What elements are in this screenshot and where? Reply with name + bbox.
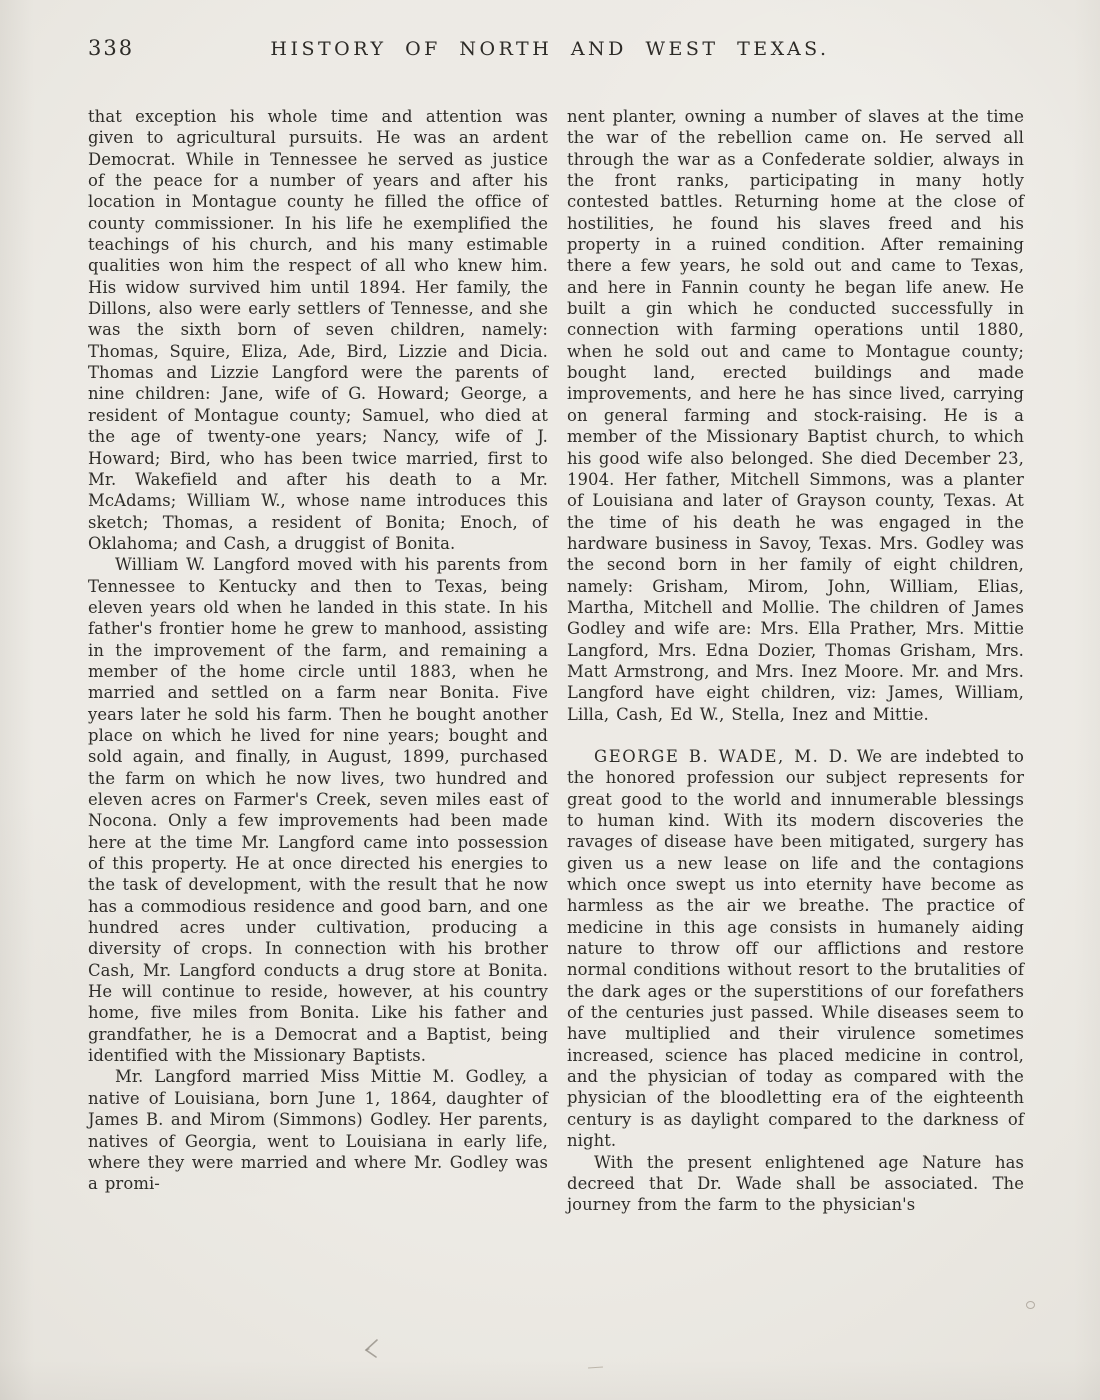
right-column [567, 106, 1024, 1216]
text-columns [88, 106, 1100, 1216]
ink-speck-icon [1026, 1301, 1035, 1309]
entry-text: We are indebted to the honored profession our subject represents for great good to the world and innumerable blessings to human kind. With its modern discoveries the ravages of disease have been mitigated, surgery has given us a new lease on life and the contagions which once swept us into eternity have become as harmless as the air we breathe. The practice of medicine in this age consists in humanely aiding nature to throw off our afflictions and restore normal conditions without resort to the brutalities of the dark ages or the superstitions of our forefathers of the centuries just passed. While diseases seem to have multiplied and their virulence sometimes increased, science has placed medicine in control, and the physician of today as compared with the physician of the bloodletting era of the eighteenth century is as daylight compared to the darkness of night. [567, 746, 1024, 1151]
pencil-check-mark-icon [362, 1338, 382, 1360]
page-number: 338 [88, 36, 135, 60]
paragraph-george-wade [567, 746, 1024, 1152]
paragraph-langford-family: that exception his whole time and attention was given to agricultural pursuits. He was an ardent Democrat. While in Tennessee he served as justice of the peace for a number of years and after his location in Montague county he filled the office of county commissioner. In his life he exemplified the teachings of his church, and his many estimable qualities won him the respect of all who knew him. His widow survived him until 1894. Her family, the Dillons, also were early settlers of Tennesse, and she was the sixth born of seven children, namely: Thomas, Squire, Eliza, Ade, Bird, Lizzie and Dicia. Thomas and Lizzie Langford were the parents of nine children: Jane, wife of G. Howard; George, a resident of Montague county; Samuel, who died at the age of twenty-one years; Nancy, wife of J. Howard; Bird, who has been twice married, first to Mr. Wakefield and after his death to a Mr. McAdams; William W., whose name introduces this sketch; Thomas, a resident of Bonita; Enoch, of Oklahoma; and Cash, a druggist of Bonita. [88, 107, 548, 553]
left-column [88, 106, 548, 1216]
paragraph-wade-nature: With the present enlightened age Nature has decreed that Dr. Wade shall be associated. The journey from the farm to the physician's [567, 1152, 1024, 1215]
masthead [0, 0, 1100, 84]
paragraph-godley-history: nent planter, owning a number of slaves at the time the war of the rebellion came on. He served all through the war as a Confederate soldier, always in the front ranks, participating in many hotly contested battles. Returning home at the close of hostilities, he found his slaves freed and his property in a ruined condition. After remaining there a few years, he sold out and came to Texas, and here in Fannin county he began life anew. He built a gin which he conducted successfully in connection with farming operations until 1880, when he sold out and came to Montague county; bought land, erected buildings and made improvements, and here he has since lived, carrying on general farming and stock-raising. He is a member of the Missionary Baptist church, to which his good wife also belonged. She died December 23, 1904. Her father, Mitchell Simmons, was a planter of Louisiana and later of Grayson county, Texas. At the time of his death he was engaged in the hardware business in Savoy, Texas. Mrs. Godley was the second born in her family of eight children, namely: Grisham, Mirom, John, William, Elias, Martha, Mitchell and Mollie. The children of James Godley and wife are: Mrs. Ella Prather, Mrs. Mittie Langford, Mrs. Edna Dozier, Thomas Grisham, Mrs. Matt Armstrong, and Mrs. Inez Moore. Mr. and Mrs. Langford have eight children, viz: James, William, Lilla, Cash, Ed W., Stella, Inez and Mittie. [567, 107, 1024, 724]
paragraph-william-langford: William W. Langford moved with his parents from Tennessee to Kentucky and then to Texas, being eleven years old when he landed in this state. In his father's frontier home he grew to manhood, assisting in the improvement of the farm, and remaining a member of the home circle until 1883, when he married and settled on a farm near Bonita. Five years later he sold his farm. Then he bought another place on which he lived for nine years; bought and sold again, and finally, in August, 1899, purchased the farm on which he now lives, two hundred and eleven acres on Farmer's Creek, seven miles east of Nocona. Only a few improvements had been made here at the time Mr. Langford came into possession of this property. He at once directed his energies to the task of development, with the result that he now has a commodious residence and good barn, and one hundred acres under cultivation, producing a diversity of crops. In connection with his brother Cash, Mr. Langford conducts a drug store at Bonita. He will continue to reside, however, at his country home, five miles from Bonita. Like his father and grandfather, he is a Democrat and a Baptist, being identified with the Missionary Baptists. [88, 555, 548, 1066]
running-header: HISTORY OF NORTH AND WEST TEXAS. [270, 38, 830, 60]
paragraph-langford-marriage: Mr. Langford married Miss Mittie M. Godley, a native of Louisiana, born June 1, 1864, daughter of James B. and Mirom (Simmons) Godley. Her parents, natives of Georgia, went to Louisiana in early life, where they were married and where Mr. Godley was a promi- [88, 1067, 548, 1194]
entry-name: GEORGE B. WADE, M. D. [594, 746, 850, 766]
stray-dash-icon [588, 1366, 603, 1368]
